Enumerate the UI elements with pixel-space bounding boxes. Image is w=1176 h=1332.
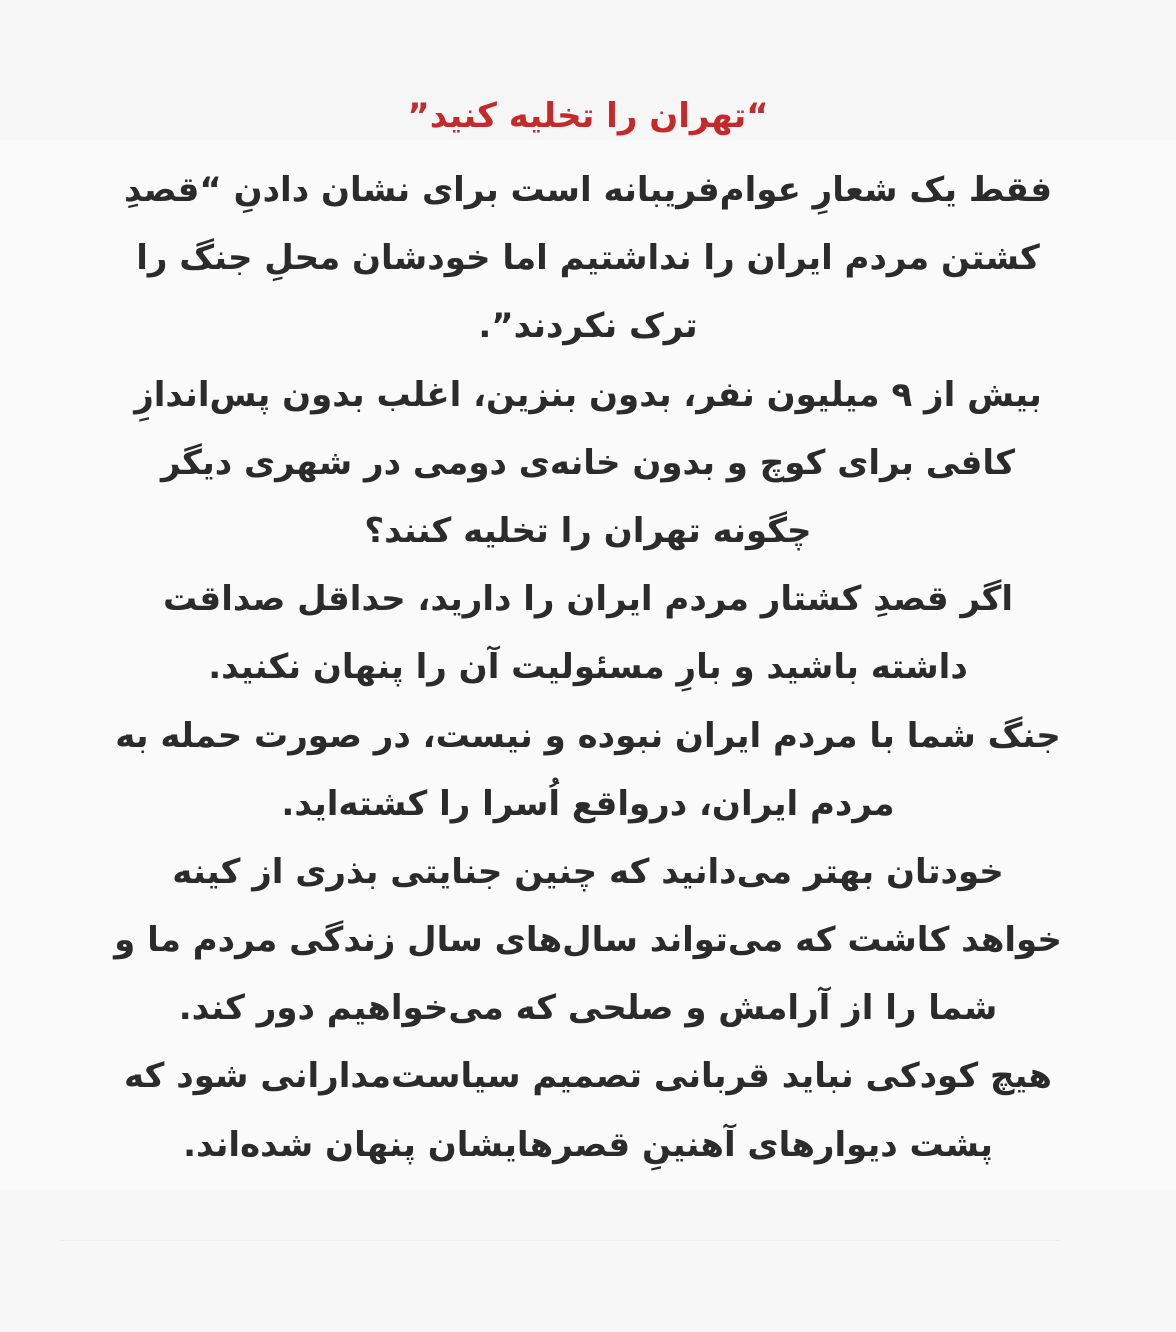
bottom-divider [60,1240,1060,1241]
body-line: ترک نکردند”. [478,306,698,347]
body-line: اگر قصدِ کشتار مردم ایران را دارید، حداقل صداقت [162,579,1014,620]
body-line: هیچ کودکی نباید قربانی تصمیم سیاست‌مدارانی شود که [124,1056,1052,1097]
body-line: مردم ایران، درواقع اُسرا را کشته‌اید. [281,783,895,824]
body-line: پشت دیوارهای آهنینِ قصرهایشان پنهان شده‌اند. [183,1124,993,1165]
body-line: چگونه تهران را تخلیه کنند؟ [364,510,812,551]
body-line: کشتن مردم ایران را نداشتیم اما خودشان محلِ جنگ را [136,238,1040,279]
body-line: فقط یک شعارِ عوام‌فریبانه است برای نشان دادنِ “قصدِ [124,170,1052,210]
body-line: داشته باشید و بارِ مسئولیت آن را پنهان نکنید. [208,647,968,688]
post-title: “تهران را تخلیه کنید” [407,96,769,136]
body-line: کافی برای کوچ و بدون خانه‌ی دومی در شهری دیگر [161,442,1015,483]
post-body [100,156,1076,1179]
body-line: خواهد کاشت که می‌تواند سال‌های سال زندگی مردم ما و [114,920,1062,961]
body-line: جنگ شما با مردم ایران نبوده و نیست، در صورت حمله به [115,715,1061,756]
post-card [40,78,1136,1318]
body-line: خودتان بهتر می‌دانید که چنین جنایتی بذری از کینه [172,851,1004,892]
body-line: بیش از ۹ میلیون نفر، بدون بنزین، اغلب بدون پس‌اندازِ [134,374,1042,415]
body-line: شما را از آرامش و صلحی که می‌خواهیم دور کند. [178,988,998,1029]
